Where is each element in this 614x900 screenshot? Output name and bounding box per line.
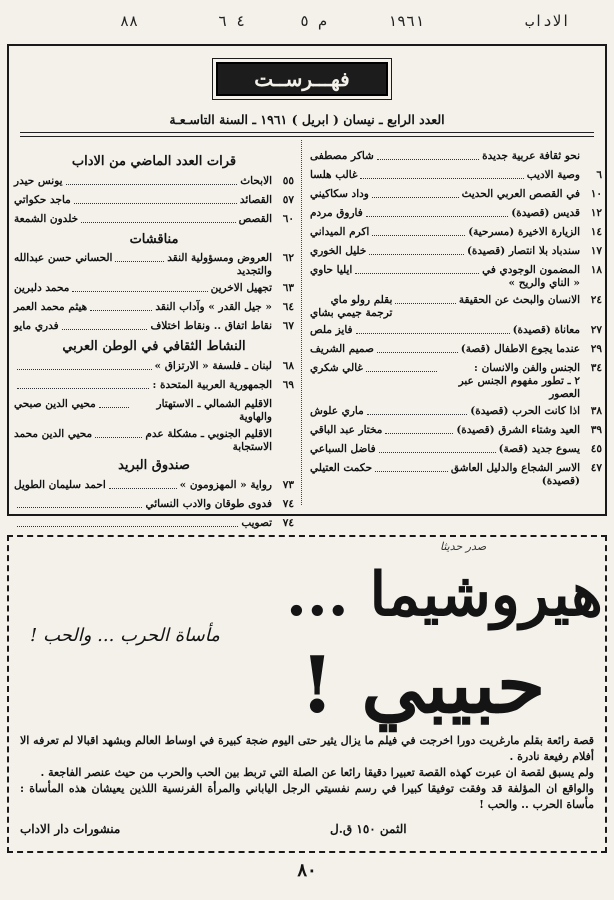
toc-entry [14,498,294,512]
toc-entry-title: فدوى طوقان والادب النسائي [145,497,272,510]
toc-entry-page: ٧٤ [282,516,294,529]
toc-entry-author: شاكر مصطفى [310,150,374,162]
toc-leader-dots [109,479,177,489]
toc-entry-author: فدري مايو [14,320,59,333]
toc-entry-author: صميم الشريف [310,343,374,356]
toc-leader-dots [355,264,479,274]
toc-section-heading: النشاط الثقافي في الوطن العربي [62,339,246,355]
toc-entry [14,398,294,423]
toc-entry [310,169,602,183]
toc-entry-author: ايليا حاوي [310,264,353,276]
toc-entry-author: اكرم الميداني [310,226,370,238]
toc-entry [14,379,294,393]
ad-paragraph: قصة رائعة بقلم مارغريت دورا اخرجت في فيلم ما يزال يثير حتى اليوم ضجة كبيرة في اوساط العالم وبشهد اقبالا لم تعرفه الا أفلام رفيعة نادرة . [20,734,594,763]
toc-entry-title: الانسان والبحث عن الحقيقة [458,294,580,307]
toc-leader-dots [356,324,510,334]
toc-entry [310,405,602,419]
toc-title: فهـــرســت [254,67,350,91]
toc-leader-dots [395,294,456,304]
toc-entry-title: الزيارة الاخيرة (مسرحية) [468,226,580,238]
toc-entry-page: ١٧ [590,245,602,257]
ad-paragraph: والواقع ان المؤلفة قد وفقت توفيقا كبيرا في رسم نفسيتي الرجل الياباني والمرأة الفرنسية اللذين يعيشان هذه المأساة : مأساة الحرب .. والحب ! [20,782,594,811]
toc-leader-dots [385,424,453,434]
handwritten-note-journal: الاداب [525,12,571,30]
toc-entry-page: ٥٥ [282,174,294,187]
toc-entry-title: تجهيل الاخرين [210,282,272,295]
toc-entry-title: « جيل القدر » وآداب النقد [155,301,272,314]
toc-entry-title: اذا كانت الحرب (قصيدة) [470,405,580,418]
toc-entry-title: الابحاث [240,174,272,187]
toc-entry-page: ٦٧ [282,320,294,333]
toc-leader-dots [90,301,152,311]
handwritten-note-month: م ٥ [300,12,328,30]
toc-leader-dots [62,320,148,330]
toc-entry-page: ٤٧ [590,462,602,475]
toc-entry-title: عندما يجوع الاطفال (قصة) [460,343,580,356]
toc-left-column [14,150,294,536]
toc-entry-title: وصية الاديب [526,169,580,181]
toc-entry-title: الجمهورية العربية المتحدة : [152,378,272,391]
toc-leader-dots [99,398,129,408]
toc-entry-title: نقاط اتفاق .. ونقاط اختلاف [150,320,272,333]
toc-leader-dots [17,379,149,389]
toc-entry-author: وداد سكاكيني [310,188,369,200]
issue-line: العدد الرابع ـ نيسان ( ابريل ) ١٩٦١ ـ السنة التاسـعـة [169,112,445,127]
toc-entry-author: محيي الدين محمد [14,428,93,441]
toc-entry-author: بقلم رولو ماي ترجمة جيمي بشاي [310,294,393,319]
toc-entry-author: هيثم محمد العمر [14,301,88,314]
toc-leader-dots [372,188,459,198]
toc-leader-dots [377,150,479,160]
toc-entry [310,188,602,202]
toc-entry-page: ٦ [596,169,602,181]
page-number: ٨٠ [297,860,317,881]
toc-entry-title: قديس (قصيدة) [511,207,580,219]
toc-entry-title: القصائد [239,193,272,206]
toc-entry [310,362,602,400]
toc-entry-title: رواية « المهزومون » [179,478,272,491]
toc-entry-author: خلدون الشمعة [14,212,79,225]
toc-leader-dots [367,405,468,415]
toc-entry-page: ٦٣ [282,282,294,295]
toc-entry-author: فاروق مردم [310,207,363,219]
toc-leader-dots [372,226,465,236]
ad-subtitle: مأساة الحرب ... والحب ! [30,625,220,646]
toc-entry [14,320,294,334]
toc-entry-page: ١٠ [590,188,602,200]
toc-entry [14,517,294,531]
ad-title-line1: هيروشيما ... [286,560,603,630]
toc-entry [310,443,602,457]
toc-entry-author: ماري علوش [310,405,364,418]
toc-section-heading: قرات العدد الماضي من الاداب [71,154,237,169]
toc-leader-dots [115,252,164,262]
toc-leader-dots [81,213,235,223]
toc-title-box [216,62,388,96]
toc-entry-page: ٦٩ [282,378,294,391]
toc-entry-author: محمد دلبرين [14,282,70,295]
toc-entry [14,301,294,315]
toc-entry [14,282,294,296]
toc-entry-title: لبنان ـ فلسفة « الارتزاق » [154,359,272,372]
toc-entry-page: ٧٤ [282,497,294,510]
toc-entry-page: ١٨ [590,264,602,276]
toc-entry [310,294,602,319]
toc-entry-author: ماجد حكواتي [14,193,71,206]
toc-entry-title: الاقليم الجنوبي ـ مشكلة عدم الاستجابة [145,428,272,453]
toc-entry-author: مختار عبد الباقي [310,424,383,437]
toc-entry-page: ٤٥ [590,443,602,456]
toc-section-heading: صندوق البريد [118,458,190,474]
handwritten-note-year: ١٩٦١ [388,12,425,30]
toc-entry-page: ٧٣ [282,478,294,491]
toc-entry-page: ٢٤ [590,294,602,307]
toc-entry [14,175,294,189]
toc-entry [14,428,294,453]
toc-entry [310,324,602,338]
ad-paragraph: ولم يسبق لقصة ان عبرت كهذه القصة تعبيرا دقيقا رائعا عن الصلة التي تربط بين الحب والحرب من حيث عنصر الفاجعة . [40,766,594,779]
toc-leader-dots [72,282,207,292]
toc-leader-dots [366,362,437,372]
toc-entry [14,360,294,374]
toc-entry-author: فايز ملص [310,324,353,337]
toc-leader-dots [360,169,523,179]
toc-entry-page: ٣٤ [590,362,602,375]
issue-separator-bottom [20,136,594,137]
ad-title-line2: حبيبي ! [300,640,546,731]
toc-entry-author: حكمت العتيلي [310,462,373,475]
toc-entry [310,264,602,289]
toc-section-heading: مناقشات [129,231,179,247]
toc-entry-page: ٦٤ [282,301,294,314]
toc-leader-dots [95,428,142,438]
ad-body [20,733,594,813]
toc-entry-page: ٢٩ [590,343,602,356]
toc-entry-title: العيد وشتاء الشرق (قصيدة) [456,424,580,437]
toc-leader-dots [366,207,508,217]
toc-leader-dots [379,443,496,453]
ad-publisher: منشورات دار الاداب [20,822,121,836]
toc-leader-dots [375,462,448,472]
handwritten-note-number: ٨٨ [120,12,139,30]
toc-entry-author: محيي الدين صبحي [14,397,96,410]
toc-entry-page: ١٢ [590,207,602,219]
toc-entry-title: العروض ومسؤولية النقد والتجديد [167,252,272,277]
toc-leader-dots [66,175,238,185]
toc-entry [310,150,602,164]
toc-entry-title: نحو ثقافة عربية جديدة [482,150,580,162]
toc-entry-page: ٥٧ [282,193,294,206]
toc-entry [310,424,602,438]
toc-entry [14,252,294,277]
toc-entry-author: فاضل السباعي [310,443,376,456]
toc-entry-title: يسوع جديد (قصة) [498,443,580,456]
issue-separator-top [20,132,594,133]
column-divider [301,140,302,505]
toc-entry-author: الحساني حسن عبدالله [14,252,113,265]
toc-entry [14,194,294,208]
toc-entry [310,207,602,221]
toc-entry-page: ٦٠ [282,212,294,225]
toc-leader-dots [74,194,237,204]
toc-entry [310,462,602,487]
toc-entry-author: يونس حيدر [14,174,63,187]
toc-entry-title: في القصص العربي الحديث [461,188,580,200]
toc-entry-title: تصويب [241,516,272,529]
ad-note: صدر حديثا [440,540,487,553]
toc-entry-page: ٦٢ [282,252,294,265]
toc-entry [310,343,602,357]
toc-entry-title: القصص [238,212,272,225]
toc-leader-dots [377,343,458,353]
toc-entry-author: خليل الخوري [310,245,367,257]
handwritten-note-date: ٤ ٦ [218,12,246,30]
toc-entry [14,213,294,227]
toc-entry-title: الاسر الشجاع والدليل العاشق (قصيدة) [450,462,580,487]
toc-entry-page: ٣٨ [590,405,602,418]
toc-entry-author: احمد سليمان الطويل [14,478,106,491]
toc-entry [14,479,294,493]
toc-leader-dots [369,245,464,255]
toc-entry-title: الاقليم الشمالي ـ الاستهتار والهاوية [156,397,272,423]
toc-entry-title: الجنس والفن والانسان : ٢ ـ تطور مفهوم الجنس عبر العصور [458,362,580,400]
toc-leader-dots [17,360,152,370]
toc-entry [310,245,602,259]
toc-entry-page: ٣٩ [590,424,602,437]
toc-entry-page: ٢٧ [590,324,602,337]
toc-entry-title: سندباد بلا انتصار (قصيدة) [466,245,580,257]
toc-right-column [310,150,602,492]
toc-entry-page: ١٤ [590,226,602,238]
toc-leader-dots [17,517,238,527]
toc-entry-page: ٦٨ [282,359,294,372]
ad-price: الثمن ١٥٠ ق.ل [330,822,407,836]
toc-entry [310,226,602,240]
toc-leader-dots [17,498,142,508]
toc-entry-author: غالب هلسا [310,169,358,181]
toc-entry-author: غالي شكري [310,362,363,375]
toc-entry-title: معاناة (قصيدة) [512,324,580,337]
toc-entry-title: المضمون الوجودي في « الناي والريح » [482,264,580,289]
